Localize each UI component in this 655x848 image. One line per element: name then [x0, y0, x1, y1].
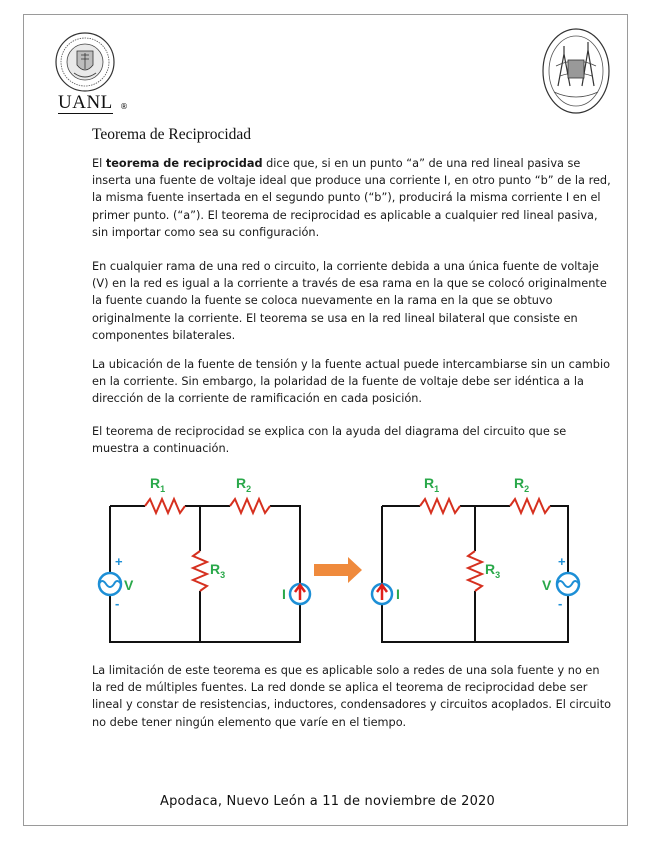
svg-text:R3 [210, 561, 225, 580]
right-r2-resistor [510, 499, 550, 513]
right-circuit [372, 475, 579, 642]
right-plus-sign: + [558, 554, 566, 569]
right-r1-label: R [424, 475, 435, 491]
left-r1-label: R [150, 475, 161, 491]
paragraph-limitations: La limitación de este teorema es que es aplicable solo a redes de una sola fuente y no en la red de múltiples fuentes. La red donde se aplica el teorema de reciprocidad debe ser lineal y constar de resistencias, inductores, condensadores y circuitos acoplados. El circuito no debe tener ningún elemento que varíe en el tiempo. [92, 664, 612, 729]
p1-bold-term: teorema de reciprocidad [105, 157, 263, 170]
reciprocity-circuit-diagram [90, 466, 600, 646]
left-r2-label: R [236, 475, 247, 491]
svg-text:R1 [150, 475, 165, 494]
right-v-label: V [542, 577, 552, 593]
faculty-seal-logo [540, 26, 612, 118]
document-title: Teorema de Reciprocidad [92, 126, 252, 143]
svg-text:R3 [485, 561, 500, 580]
paragraph-definition [92, 155, 612, 241]
right-minus-sign: - [558, 596, 563, 611]
left-circuit [99, 475, 310, 642]
left-current-source [290, 584, 310, 604]
right-current-source [372, 584, 392, 604]
svg-text:R2 [514, 475, 529, 494]
svg-text:R2 [236, 475, 251, 494]
left-minus-sign: - [115, 596, 120, 611]
left-r3-label: R [210, 561, 221, 577]
p1-text: dice que, si en un punto “a” de una red lineal pasiva se inserta una fuente de voltaje ideal que produce una corriente I, en otro punto “b” de la red, la misma fuente insertada en el segundo punto (“b”), producirá la misma corriente I en el primer punto. (“a”). El teorema de reciprocidad es aplicable a cualquier red lineal pasiva, sin importar como sea su configuración. [92, 157, 611, 239]
right-r2-sub: 2 [524, 484, 530, 494]
left-r3-sub: 3 [220, 570, 226, 580]
university-abbrev: UANL [58, 92, 113, 113]
paragraph-source-swap: La ubicación de la fuente de tensión y la fuente actual puede intercambiarse sin un cambio en la corriente. Sin embargo, la polaridad de la fuente de voltaje debe ser idéntica a la dirección de la corriente de ramificación en cada posición. [92, 358, 611, 406]
svg-text:R1 [424, 475, 439, 494]
uanl-seal-logo [54, 29, 116, 95]
trademark-mark: ® [120, 102, 128, 111]
right-r3-resistor [468, 551, 482, 591]
paragraph-branch-current: En cualquier rama de una red o circuito, la corriente debida a una única fuente de voltaje (V) en la red es igual a la corriente a través de esa rama en la que se colocó originalmente la fuente cuando la fuente se coloca nuevamente en la rama en la que se obtuvo originalmente la corriente. El teorema se usa en la red lineal bilateral que consiste en componentes bilaterales. [92, 260, 607, 342]
left-i-label: I [282, 586, 286, 602]
left-r1-sub: 1 [160, 484, 166, 494]
left-v-label: V [124, 577, 134, 593]
right-r3-sub: 3 [495, 570, 501, 580]
left-plus-sign: + [115, 554, 123, 569]
paragraph-diagram-intro: El teorema de reciprocidad se explica con la ayuda del diagrama del circuito que se muestra a continuación. [92, 425, 567, 456]
left-r2-sub: 2 [246, 484, 252, 494]
left-voltage-source [99, 573, 121, 595]
right-voltage-source [557, 573, 579, 595]
left-r2-resistor [230, 499, 270, 513]
p1-prefix: El [92, 157, 106, 170]
left-r3-resistor [193, 551, 207, 591]
swap-arrow-icon [314, 557, 362, 583]
left-r1-resistor [145, 499, 185, 513]
right-r3-label: R [485, 561, 496, 577]
right-i-label: I [396, 586, 400, 602]
right-r2-label: R [514, 475, 525, 491]
right-r1-sub: 1 [434, 484, 440, 494]
footer-place-date: Apodaca, Nuevo León a 11 de noviembre de 2020 [160, 794, 495, 809]
right-r1-resistor [420, 499, 460, 513]
